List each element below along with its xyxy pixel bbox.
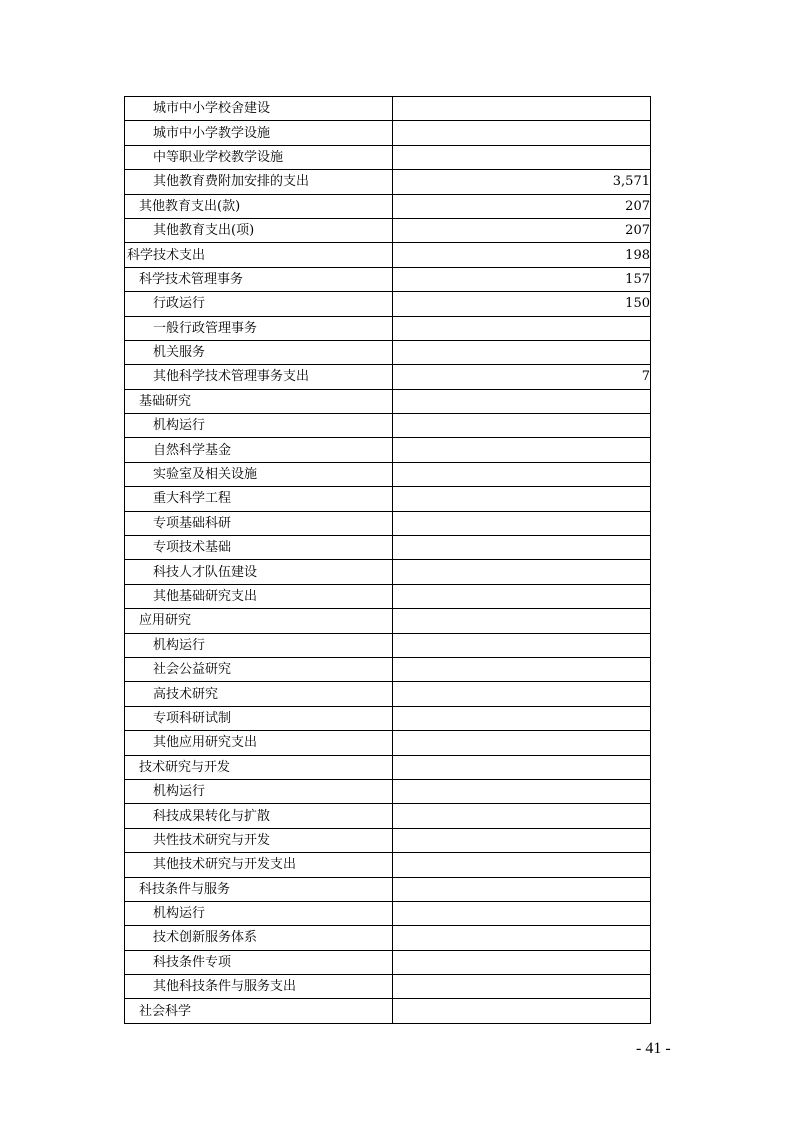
amount-cell: 207 bbox=[393, 194, 651, 218]
table-row bbox=[125, 438, 651, 462]
item-name-cell: 机构运行 bbox=[125, 414, 393, 438]
item-name-cell: 基础研究 bbox=[125, 389, 393, 413]
amount-cell bbox=[393, 657, 651, 681]
item-name-cell: 其他教育支出(项) bbox=[125, 218, 393, 242]
table-row bbox=[125, 901, 651, 925]
item-name-cell: 科学技术支出 bbox=[125, 243, 393, 267]
amount-cell: 150 bbox=[393, 292, 651, 316]
table-row bbox=[125, 121, 651, 145]
table-row bbox=[125, 536, 651, 560]
table-row bbox=[125, 194, 651, 218]
amount-cell bbox=[393, 901, 651, 925]
table-row bbox=[125, 414, 651, 438]
amount-cell bbox=[393, 633, 651, 657]
item-name-cell: 机关服务 bbox=[125, 340, 393, 364]
amount-cell bbox=[393, 340, 651, 364]
item-name-cell: 城市中小学教学设施 bbox=[125, 121, 393, 145]
item-name-cell: 科技条件与服务 bbox=[125, 877, 393, 901]
amount-cell bbox=[393, 926, 651, 950]
item-name-cell: 科技成果转化与扩散 bbox=[125, 804, 393, 828]
item-name-cell: 社会公益研究 bbox=[125, 657, 393, 681]
item-name-cell: 自然科学基金 bbox=[125, 438, 393, 462]
item-name-cell: 科技条件专项 bbox=[125, 950, 393, 974]
page-number: - 41 - bbox=[636, 1040, 671, 1057]
table-row bbox=[125, 365, 651, 389]
item-name-cell: 专项技术基础 bbox=[125, 536, 393, 560]
amount-cell bbox=[393, 731, 651, 755]
item-name-cell: 重大科学工程 bbox=[125, 487, 393, 511]
item-name-cell: 其他技术研究与开发支出 bbox=[125, 853, 393, 877]
table-row bbox=[125, 243, 651, 267]
table-row bbox=[125, 340, 651, 364]
table-row bbox=[125, 145, 651, 169]
amount-cell bbox=[393, 877, 651, 901]
table-row bbox=[125, 267, 651, 291]
amount-cell bbox=[393, 487, 651, 511]
item-name-cell: 高技术研究 bbox=[125, 682, 393, 706]
amount-cell bbox=[393, 975, 651, 999]
table-row bbox=[125, 511, 651, 535]
table-row bbox=[125, 975, 651, 999]
amount-cell bbox=[393, 584, 651, 608]
item-name-cell: 中等职业学校教学设施 bbox=[125, 145, 393, 169]
item-name-cell: 其他科学技术管理事务支出 bbox=[125, 365, 393, 389]
amount-cell bbox=[393, 682, 651, 706]
table-body bbox=[125, 97, 651, 1024]
table-row bbox=[125, 170, 651, 194]
item-name-cell: 技术研究与开发 bbox=[125, 755, 393, 779]
amount-cell: 3,571 bbox=[393, 170, 651, 194]
table-row bbox=[125, 755, 651, 779]
table-row bbox=[125, 97, 651, 121]
amount-cell bbox=[393, 560, 651, 584]
amount-cell: 198 bbox=[393, 243, 651, 267]
item-name-cell: 专项基础科研 bbox=[125, 511, 393, 535]
item-name-cell: 应用研究 bbox=[125, 609, 393, 633]
item-name-cell: 机构运行 bbox=[125, 779, 393, 803]
table-row bbox=[125, 462, 651, 486]
table-row bbox=[125, 389, 651, 413]
table-row bbox=[125, 950, 651, 974]
table-row bbox=[125, 584, 651, 608]
table-row bbox=[125, 999, 651, 1023]
item-name-cell: 实验室及相关设施 bbox=[125, 462, 393, 486]
item-name-cell: 机构运行 bbox=[125, 901, 393, 925]
expenditure-table bbox=[124, 96, 651, 1024]
table-row bbox=[125, 609, 651, 633]
amount-cell bbox=[393, 97, 651, 121]
item-name-cell: 技术创新服务体系 bbox=[125, 926, 393, 950]
amount-cell bbox=[393, 755, 651, 779]
item-name-cell: 其他基础研究支出 bbox=[125, 584, 393, 608]
item-name-cell: 其他教育费附加安排的支出 bbox=[125, 170, 393, 194]
amount-cell bbox=[393, 999, 651, 1023]
table-row bbox=[125, 877, 651, 901]
table-row bbox=[125, 779, 651, 803]
item-name-cell: 机构运行 bbox=[125, 633, 393, 657]
amount-cell bbox=[393, 316, 651, 340]
table-row bbox=[125, 560, 651, 584]
amount-cell bbox=[393, 121, 651, 145]
amount-cell: 157 bbox=[393, 267, 651, 291]
item-name-cell: 共性技术研究与开发 bbox=[125, 828, 393, 852]
table-row bbox=[125, 828, 651, 852]
item-name-cell: 行政运行 bbox=[125, 292, 393, 316]
table-row bbox=[125, 804, 651, 828]
amount-cell: 7 bbox=[393, 365, 651, 389]
amount-cell bbox=[393, 389, 651, 413]
table-row bbox=[125, 316, 651, 340]
amount-cell bbox=[393, 853, 651, 877]
item-name-cell: 专项科研试制 bbox=[125, 706, 393, 730]
item-name-cell: 城市中小学校舍建设 bbox=[125, 97, 393, 121]
amount-cell bbox=[393, 414, 651, 438]
amount-cell bbox=[393, 511, 651, 535]
amount-cell bbox=[393, 145, 651, 169]
table-row bbox=[125, 218, 651, 242]
amount-cell bbox=[393, 828, 651, 852]
amount-cell bbox=[393, 438, 651, 462]
item-name-cell: 社会科学 bbox=[125, 999, 393, 1023]
amount-cell bbox=[393, 779, 651, 803]
amount-cell bbox=[393, 609, 651, 633]
table-row bbox=[125, 731, 651, 755]
item-name-cell: 其他科技条件与服务支出 bbox=[125, 975, 393, 999]
table-row bbox=[125, 633, 651, 657]
table-row bbox=[125, 292, 651, 316]
amount-cell bbox=[393, 462, 651, 486]
amount-cell bbox=[393, 536, 651, 560]
item-name-cell: 其他应用研究支出 bbox=[125, 731, 393, 755]
item-name-cell: 科学技术管理事务 bbox=[125, 267, 393, 291]
table-row bbox=[125, 853, 651, 877]
item-name-cell: 一般行政管理事务 bbox=[125, 316, 393, 340]
table-row bbox=[125, 657, 651, 681]
amount-cell: 207 bbox=[393, 218, 651, 242]
item-name-cell: 其他教育支出(款) bbox=[125, 194, 393, 218]
item-name-cell: 科技人才队伍建设 bbox=[125, 560, 393, 584]
amount-cell bbox=[393, 706, 651, 730]
table-row bbox=[125, 682, 651, 706]
amount-cell bbox=[393, 950, 651, 974]
amount-cell bbox=[393, 804, 651, 828]
table-row bbox=[125, 926, 651, 950]
table-row bbox=[125, 487, 651, 511]
table-row bbox=[125, 706, 651, 730]
